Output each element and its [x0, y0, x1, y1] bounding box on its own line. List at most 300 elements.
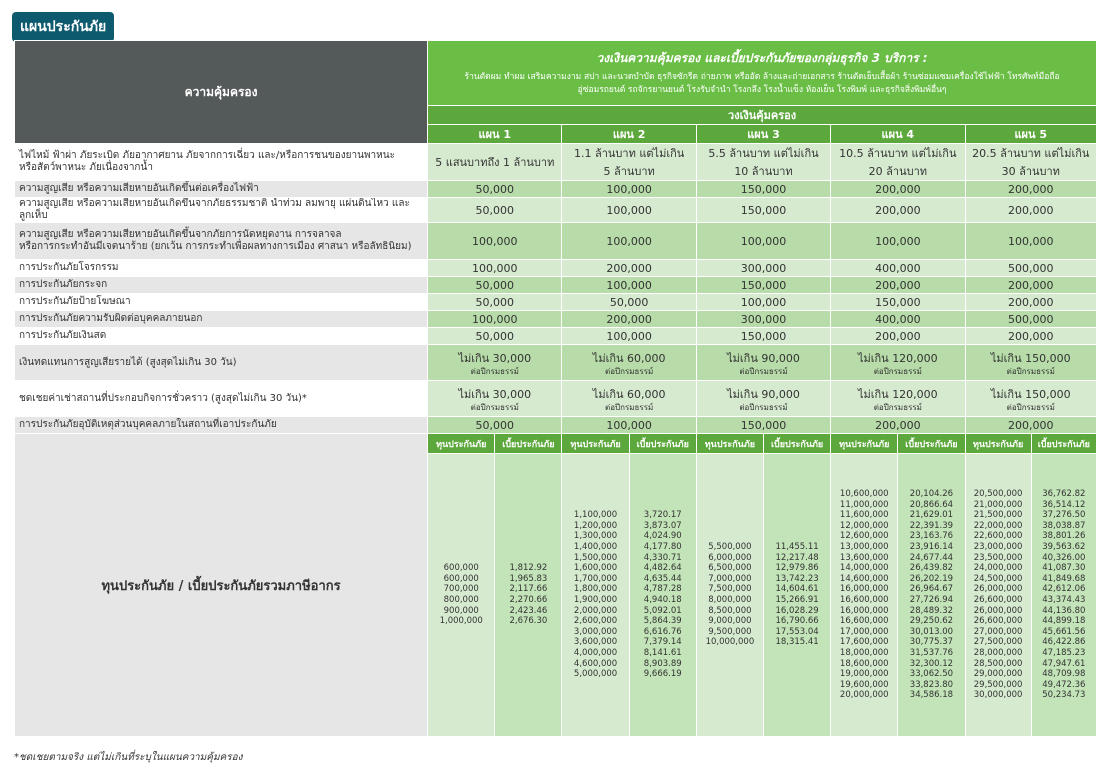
sum-insured-value: 8,500,000: [708, 605, 752, 616]
premium-value: 4,635.44: [643, 573, 682, 584]
coverage-header: ความคุ้มครอง: [15, 41, 428, 144]
premium-value: 37,276.50: [1042, 510, 1086, 521]
value-main: 100,000: [606, 418, 652, 432]
value-sub: ต่อปีกรมธรรม์: [739, 403, 788, 412]
coverage-value-plan-5: [965, 417, 1097, 434]
coverage-label-line: หรือการกระทำอันมีเจตนาร้าย (ยกเว้น การกระทำเพื่อผลทางการเมือง ศาสนา หรือลัทธินิยม): [19, 241, 412, 252]
coverage-label-line: ไฟไหม้ ฟ้าผ่า ภัยระเบิด ภัยอากาศยาน ภัยจากการเฉี่ยว และ/หรือการชนของยานพาหนะ: [19, 150, 395, 161]
coverage-value-plan-1: [428, 294, 562, 311]
value-main: 50,000: [475, 182, 515, 196]
group-title: วงเงินความคุ้มครอง และเบี้ยประกันภัยของกลุ่มธุรกิจ 3 บริการ :: [596, 51, 928, 65]
sum-insured-value: 7,500,000: [708, 584, 752, 595]
premium-value: 18,315.41: [775, 637, 819, 648]
sum-insured-value: 5,000,000: [573, 669, 618, 680]
coverage-label-line: การประกันภัยอุบัติเหตุส่วนบุคคลภายในสถานที่เอาประกันภัย: [19, 419, 277, 430]
sum-insured-value: 1,300,000: [573, 531, 618, 542]
coverage-value-plan-2: [562, 181, 696, 198]
premium-value: 3,873.07: [643, 520, 682, 531]
coverage-row: [15, 328, 1097, 345]
value-main: 50,000: [609, 295, 649, 309]
premium-value: 14,604.61: [775, 584, 819, 595]
premium-value: 27,726.94: [909, 595, 954, 605]
coverage-value-plan-2: [562, 311, 696, 328]
sum-insured-value: 22,600,000: [973, 531, 1023, 542]
coverage-label-line: ความสูญเสีย หรือความเสียหายอันเกิดขึ้นจากภัยธรรมชาติ น้ำท่วม ลมพายุ แผ่นดินไหว และลูกเห็บ: [19, 198, 410, 221]
coverage-value-plan-4: [831, 345, 965, 381]
sum-insured-col-header: ทุนประกันภัย: [831, 434, 898, 454]
premium-value: 12,979.86: [775, 563, 819, 574]
sum-insured-value: 6,500,000: [708, 563, 752, 574]
premium-value: 16,790.66: [775, 616, 819, 627]
premium-value: 45,661.56: [1042, 626, 1086, 637]
sum-insured-value: 23,000,000: [973, 542, 1023, 553]
coverage-label-line: ความสูญเสีย หรือความเสียหายอันเกิดขึ้นต่อเครื่องไฟฟ้า: [19, 183, 259, 194]
coverage-label-line: หรือสัตว์พาหนะ ภัยเนื่องจากน้ำ: [19, 162, 153, 173]
sum-insured-list-plan-2: [562, 454, 629, 737]
coverage-value-plan-4: [831, 223, 965, 260]
coverage-value-plan-3: [696, 417, 830, 434]
coverage-label-line: การประกันภัยเงินสด: [19, 330, 107, 341]
premium-value: 1,812.92: [509, 563, 548, 574]
sum-insured-value: 900,000: [443, 605, 479, 616]
coverage-value-plan-5: [965, 294, 1097, 311]
group-header: [428, 41, 1097, 106]
coverage-value-plan-4: [831, 277, 965, 294]
value-main: 200,000: [1008, 295, 1054, 309]
coverage-label-line: การประกันภัยกระจก: [19, 279, 108, 290]
coverage-value-plan-4: [831, 181, 965, 198]
coverage-value-plan-5: [965, 328, 1097, 345]
coverage-value-plan-5: [965, 144, 1097, 181]
sum-insured-value: 2,600,000: [573, 616, 618, 627]
sum-insured-value: 13,000,000: [839, 542, 889, 553]
premium-value: 16,028.29: [775, 605, 819, 616]
coverage-row: [15, 277, 1097, 294]
premium-value: 2,676.30: [509, 616, 548, 627]
page-title: แผนประกันภัย: [12, 12, 114, 42]
sum-insured-value: 11,600,000: [839, 510, 889, 521]
coverage-value-plan-1: [428, 181, 562, 198]
coverage-row: [15, 294, 1097, 311]
value-main: 200,000: [1008, 203, 1054, 217]
plan-header-4: แผน 4: [831, 125, 965, 144]
sum-insured-header: วงเงินคุ้มครอง: [428, 106, 1097, 125]
value-main: 150,000: [740, 182, 787, 196]
sum-insured-value: 13,600,000: [839, 552, 889, 563]
coverage-value-plan-4: [831, 144, 965, 181]
coverage-row: [15, 181, 1097, 198]
premium-value: 33,062.50: [909, 669, 954, 680]
coverage-value-plan-1: [428, 277, 562, 294]
sum-insured-value: 20,500,000: [973, 489, 1023, 500]
coverage-value-plan-2: [562, 417, 696, 434]
plan-header-3: แผน 3: [696, 125, 830, 144]
value-main: 150,000: [740, 278, 787, 292]
group-desc-2: อู่ซ่อมรถยนต์ รถจักรยานยนต์ โรงรับจำนำ โรงกลึง โรงน้ำแข็ง ห้องเย็น โรงพิมพ์ และธุรกิจสิ่งพิมพ์อื่นๆ: [577, 85, 947, 95]
coverage-value-plan-5: [965, 345, 1097, 381]
sum-insured-value: 14,000,000: [839, 563, 889, 574]
coverage-value-plan-3: [696, 260, 830, 277]
premium-value: 30,775.37: [909, 637, 954, 648]
sum-insured-col-header: ทุนประกันภัย: [428, 434, 495, 454]
premium-value: 5,864.39: [643, 616, 682, 627]
coverage-value-plan-5: [965, 181, 1097, 198]
coverage-label: [15, 198, 428, 223]
premium-value: 17,553.04: [775, 626, 819, 637]
premium-value: 47,947.61: [1042, 658, 1086, 669]
coverage-label-line: ความสูญเสีย หรือความเสียหายอันเกิดขึ้นจากภัยการนัดหยุดงาน การจลาจล: [19, 229, 342, 240]
premium-value: 23,163.76: [909, 531, 954, 542]
value-main: 400,000: [875, 312, 921, 326]
coverage-value-plan-3: [696, 345, 830, 381]
coverage-value-plan-5: [965, 223, 1097, 260]
value-sub: ต่อปีกรมธรรม์: [605, 367, 654, 376]
value-main: 100,000: [472, 312, 518, 326]
value-main: 300,000: [740, 261, 787, 275]
premium-value: 13,742.23: [775, 573, 819, 584]
coverage-value-plan-3: [696, 294, 830, 311]
coverage-label: [15, 345, 428, 381]
value-main: 10.5 ล้านบาท แต่ไม่เกิน: [839, 147, 957, 160]
sum-insured-value: 19,600,000: [839, 679, 889, 690]
coverage-label: [15, 223, 428, 260]
sum-insured-value: 5,500,000: [708, 542, 752, 553]
coverage-value-plan-3: [696, 181, 830, 198]
value-main: 500,000: [1008, 312, 1054, 326]
sum-insured-value: 30,000,000: [973, 690, 1023, 701]
premium-value: 34,586.18: [909, 690, 954, 701]
coverage-row: [15, 198, 1097, 223]
coverage-value-plan-5: [965, 260, 1097, 277]
premium-value: 26,439.82: [909, 563, 954, 574]
premium-list-plan-2: [629, 454, 696, 737]
sum-insured-value: 21,000,000: [973, 499, 1023, 510]
coverage-value-plan-2: [562, 381, 696, 417]
coverage-label: [15, 328, 428, 345]
sum-insured-value: 16,000,000: [839, 605, 889, 616]
premium-value: 29,250.62: [909, 616, 954, 627]
premium-value: 41,849.68: [1042, 573, 1086, 584]
value-sub: ต่อปีกรมธรรม์: [1006, 367, 1055, 376]
value-main: 200,000: [875, 278, 921, 292]
premium-value: 40,326.00: [1042, 552, 1086, 563]
value-main: 50,000: [475, 203, 515, 217]
value-main: 100,000: [875, 234, 921, 248]
premium-value: 7,379.14: [643, 637, 682, 648]
coverage-value-plan-3: [696, 223, 830, 260]
coverage-value-plan-3: [696, 277, 830, 294]
value-sub: ต่อปีกรมธรรม์: [1006, 403, 1055, 412]
premium-value: 36,514.12: [1042, 499, 1086, 510]
coverage-value-plan-3: [696, 328, 830, 345]
value-main: 150,000: [740, 203, 787, 217]
sum-insured-value: 4,600,000: [573, 658, 618, 669]
coverage-value-plan-2: [562, 260, 696, 277]
premium-value: 4,330.71: [643, 552, 682, 563]
coverage-value-plan-3: [696, 381, 830, 417]
sum-insured-value: 6,000,000: [708, 552, 752, 563]
premium-col-header: เบี้ยประกันภัย: [898, 434, 965, 454]
value-main: 1.1 ล้านบาท แต่ไม่เกิน: [573, 147, 685, 160]
value-main: 100,000: [740, 295, 787, 309]
sum-insured-value: 600,000: [443, 573, 479, 584]
coverage-value-plan-4: [831, 381, 965, 417]
premium-value: 24,677.44: [909, 552, 954, 563]
coverage-row: [15, 311, 1097, 328]
premium-value: 28,489.32: [909, 605, 954, 616]
sum-insured-list-plan-5: [965, 454, 1031, 737]
sum-insured-value: 3,000,000: [573, 626, 618, 637]
value-main: ไม่เกิน 30,000: [458, 388, 532, 401]
coverage-label: [15, 260, 428, 277]
premium-value: 33,823.80: [909, 679, 954, 690]
sum-insured-value: 24,500,000: [973, 573, 1023, 584]
coverage-label: [15, 294, 428, 311]
sum-insured-value: 600,000: [443, 563, 479, 574]
premium-value: 2,270.66: [509, 595, 548, 605]
value-sub: ต่อปีกรมธรรม์: [873, 367, 922, 376]
value-main: 100,000: [606, 278, 652, 292]
value-main: 5 แสนบาทถึง 1 ล้านบาท: [435, 156, 555, 169]
value-main: 200,000: [606, 261, 652, 275]
value-main: 100,000: [472, 234, 518, 248]
sum-insured-value: 14,600,000: [839, 573, 889, 584]
premium-value: 20,104.26: [909, 489, 954, 500]
value-main: 5.5 ล้านบาท แต่ไม่เกิน: [708, 147, 819, 160]
premium-value: 15,266.91: [775, 595, 819, 605]
premium-value: 4,024.90: [643, 531, 682, 542]
premium-value: 43,374.43: [1042, 595, 1086, 605]
premium-value: 31,537.76: [909, 647, 954, 658]
premium-value: 46,422.86: [1042, 637, 1086, 648]
value-main: 200,000: [875, 418, 921, 432]
coverage-value-plan-4: [831, 417, 965, 434]
premium-value: 48,709.98: [1042, 669, 1086, 680]
premium-value: 21,629.01: [909, 510, 954, 521]
coverage-value-plan-1: [428, 345, 562, 381]
premium-label: ทุนประกันภัย / เบี้ยประกันภัยรวมภาษีอากร: [15, 434, 428, 737]
value-main: 20.5 ล้านบาท แต่ไม่เกิน: [972, 147, 1090, 160]
value-main: 200,000: [606, 312, 652, 326]
coverage-value-plan-2: [562, 328, 696, 345]
premium-value: 44,899.18: [1042, 616, 1086, 627]
value-sub: ต่อปีกรมธรรม์: [739, 367, 788, 376]
value-main: ไม่เกิน 60,000: [592, 388, 666, 401]
value-sub: 30 ล้านบาท: [1001, 165, 1060, 178]
sum-insured-value: 12,000,000: [839, 520, 889, 531]
value-sub: ต่อปีกรมธรรม์: [873, 403, 922, 412]
value-main: 200,000: [1008, 329, 1054, 343]
sum-insured-value: 23,500,000: [973, 552, 1023, 563]
sum-insured-value: 9,500,000: [708, 626, 752, 637]
premium-value: 20,866.64: [909, 499, 954, 510]
value-main: 100,000: [606, 203, 652, 217]
sum-insured-value: 24,000,000: [973, 563, 1023, 574]
coverage-value-plan-2: [562, 198, 696, 223]
value-sub: ต่อปีกรมธรรม์: [470, 367, 519, 376]
sum-insured-value: 28,000,000: [973, 647, 1023, 658]
sum-insured-value: 27,000,000: [973, 626, 1023, 637]
sum-insured-value: 26,000,000: [973, 605, 1023, 616]
footnote: *ชดเชยตามจริง แต่ไม่เกินที่ระบุในแผนความคุ้มครอง: [14, 752, 243, 763]
coverage-value-plan-2: [562, 345, 696, 381]
sum-insured-list-plan-1: [428, 454, 495, 737]
value-main: ไม่เกิน 120,000: [857, 388, 938, 401]
coverage-row: [15, 417, 1097, 434]
premium-value: 26,202.19: [909, 573, 954, 584]
value-main: 100,000: [606, 234, 652, 248]
premium-value: 4,482.64: [643, 563, 682, 574]
sum-insured-value: 26,600,000: [973, 616, 1023, 627]
sum-insured-value: 17,600,000: [839, 637, 889, 648]
sum-insured-value: 11,000,000: [839, 499, 889, 510]
value-main: 100,000: [472, 261, 518, 275]
premium-value: 8,903.89: [643, 658, 682, 669]
premium-value: 47,185.23: [1042, 647, 1086, 658]
coverage-label-line: เงินทดแทนการสูญเสียรายได้ (สูงสุดไม่เกิน 30 วัน): [19, 356, 237, 368]
value-sub: ต่อปีกรมธรรม์: [605, 403, 654, 412]
coverage-label: [15, 417, 428, 434]
value-main: 150,000: [740, 329, 787, 343]
sum-insured-value: 29,500,000: [973, 679, 1023, 690]
value-main: 200,000: [1008, 278, 1054, 292]
coverage-value-plan-5: [965, 198, 1097, 223]
coverage-row: [15, 144, 1097, 181]
coverage-label-line: การประกันภัยป้ายโฆษณา: [19, 296, 131, 307]
sum-insured-value: 1,800,000: [573, 584, 618, 595]
premium-list-plan-1: [495, 454, 562, 737]
premium-value: 4,940.18: [643, 595, 682, 605]
premium-value: 9,666.19: [643, 669, 682, 680]
coverage-value-plan-2: [562, 277, 696, 294]
value-main: ไม่เกิน 150,000: [990, 388, 1071, 401]
premium-col-header: เบี้ยประกันภัย: [629, 434, 696, 454]
coverage-label-line: การประกันภัยความรับผิดต่อบุคคลภายนอก: [19, 313, 203, 324]
coverage-value-plan-4: [831, 198, 965, 223]
sum-insured-value: 1,000,000: [439, 616, 483, 627]
plan-header-5: แผน 5: [965, 125, 1097, 144]
coverage-value-plan-4: [831, 328, 965, 345]
premium-value: 50,234.73: [1042, 690, 1086, 701]
coverage-label: [15, 277, 428, 294]
coverage-value-plan-5: [965, 311, 1097, 328]
value-main: 150,000: [875, 295, 921, 309]
coverage-row: [15, 345, 1097, 381]
coverage-value-plan-3: [696, 144, 830, 181]
sum-insured-value: 10,000,000: [705, 637, 755, 648]
sum-insured-list-plan-3: [696, 454, 763, 737]
sum-insured-value: 1,400,000: [573, 542, 618, 553]
coverage-label-line: การประกันภัยโจรกรรม: [19, 262, 119, 273]
coverage-value-plan-4: [831, 311, 965, 328]
sum-insured-value: 27,500,000: [973, 637, 1023, 648]
value-main: 150,000: [740, 418, 787, 432]
value-main: ไม่เกิน 120,000: [857, 352, 938, 365]
coverage-value-plan-5: [965, 381, 1097, 417]
sum-insured-value: 26,000,000: [973, 584, 1023, 595]
sum-insured-value: 4,000,000: [573, 647, 618, 658]
premium-col-header: เบี้ยประกันภัย: [1031, 434, 1096, 454]
sum-insured-col-header: ทุนประกันภัย: [696, 434, 763, 454]
value-sub: ต่อปีกรมธรรม์: [470, 403, 519, 412]
sum-insured-value: 3,600,000: [573, 637, 618, 648]
coverage-label: [15, 381, 428, 417]
plan-header-2: แผน 2: [562, 125, 696, 144]
sum-insured-value: 16,600,000: [839, 616, 889, 627]
value-main: 50,000: [475, 329, 515, 343]
sum-insured-value: 10,600,000: [839, 489, 889, 500]
value-main: 50,000: [475, 295, 515, 309]
coverage-value-plan-2: [562, 144, 696, 181]
sum-insured-value: 20,000,000: [839, 690, 889, 701]
premium-list-plan-4: [898, 454, 965, 737]
sum-insured-value: 18,600,000: [839, 658, 889, 669]
premium-value: 26,964.67: [909, 584, 954, 595]
value-main: 100,000: [606, 182, 652, 196]
premium-value: 36,762.82: [1042, 489, 1086, 500]
sum-insured-value: 8,000,000: [708, 595, 752, 605]
sum-insured-list-plan-4: [831, 454, 898, 737]
value-main: 200,000: [875, 182, 921, 196]
premium-value: 12,217.48: [775, 552, 819, 563]
value-main: ไม่เกิน 90,000: [727, 352, 800, 365]
premium-value: 2,423.46: [509, 605, 548, 616]
coverage-value-plan-4: [831, 294, 965, 311]
coverage-value-plan-1: [428, 417, 562, 434]
coverage-value-plan-1: [428, 144, 562, 181]
coverage-value-plan-1: [428, 223, 562, 260]
value-main: ไม่เกิน 90,000: [727, 388, 800, 401]
sum-insured-value: 29,000,000: [973, 669, 1023, 680]
value-main: 200,000: [1008, 182, 1054, 196]
value-main: ไม่เกิน 30,000: [458, 352, 532, 365]
sum-insured-value: 2,000,000: [573, 605, 618, 616]
value-main: 200,000: [875, 203, 921, 217]
premium-value: 4,787.28: [643, 584, 682, 595]
premium-value: 6,616.76: [643, 626, 682, 637]
value-main: 200,000: [1008, 418, 1054, 432]
value-main: 400,000: [875, 261, 921, 275]
sum-insured-value: 1,900,000: [573, 595, 618, 605]
value-main: 300,000: [740, 312, 787, 326]
sum-insured-value: 12,600,000: [839, 531, 889, 542]
coverage-row: [15, 381, 1097, 417]
premium-list-plan-5: [1031, 454, 1096, 737]
premium-col-header: เบี้ยประกันภัย: [495, 434, 562, 454]
premium-value: 39,563.62: [1042, 542, 1086, 553]
coverage-value-plan-1: [428, 260, 562, 277]
sum-insured-value: 16,000,000: [839, 584, 889, 595]
premium-value: 49,472.36: [1042, 679, 1086, 690]
sum-insured-value: 9,000,000: [708, 616, 752, 627]
coverage-value-plan-2: [562, 294, 696, 311]
premium-value: 8,141.61: [643, 647, 682, 658]
sum-insured-value: 1,600,000: [573, 563, 618, 574]
sum-insured-value: 19,000,000: [839, 669, 889, 680]
sum-insured-value: 1,500,000: [573, 552, 618, 563]
value-sub: 10 ล้านบาท: [734, 165, 793, 178]
coverage-value-plan-1: [428, 381, 562, 417]
sum-insured-value: 26,600,000: [973, 595, 1023, 605]
premium-value: 11,455.11: [775, 542, 819, 553]
value-sub: 5 ล้านบาท: [603, 165, 655, 178]
premium-value: 32,300.12: [909, 658, 954, 669]
group-desc-1: ร้านตัดผม ทำผม เสริมความงาม สปา และนวดบำบัด ธุรกิจซักรีด ถ่ายภาพ หรืออัด ล้างและถ่ายเอกสาร ร้านตัดเย็บเสื้อผ้า ร้านซ่อมแซมเครื่องใช้ไฟฟ้า โทรศัพท์มือถือ: [464, 72, 1060, 82]
sum-insured-value: 1,200,000: [573, 520, 618, 531]
premium-value: 44,136.80: [1042, 605, 1086, 616]
premium-value: 38,801.26: [1042, 531, 1086, 542]
value-sub: 20 ล้านบาท: [868, 165, 927, 178]
